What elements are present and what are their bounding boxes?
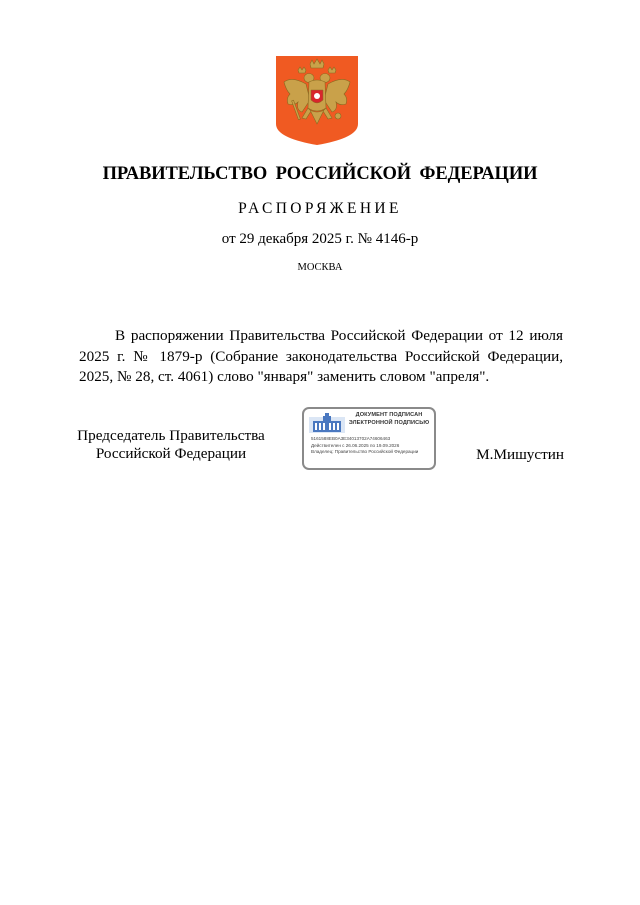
signer-name: М.Мишустин [476, 446, 564, 463]
stamp-validity: Действителен с 26.06.2025 по 19.09.2026 [311, 443, 400, 448]
order-body-paragraph: В распоряжении Правительства Российской Федерации от 12 июля 2025 г. № 1879-р (Собрание законодательства Российской Федерации, 2025, № 28, ст. 4061) слово "января" заменить словом "апреля". [79, 327, 563, 385]
coat-of-arms [276, 56, 358, 145]
signer-position-line-1: Председатель Правительства [77, 427, 265, 444]
document-type: РАСПОРЯЖЕНИЕ [238, 200, 402, 217]
coat-of-arms-of-russia-icon [276, 56, 358, 145]
stamp-owner: Владелец: Правительство Российской Федерации [311, 449, 419, 454]
document-date-number: от 29 декабря 2025 г. № 4146-р [221, 231, 419, 247]
stamp-heading-line-2: ЭЛЕКТРОННОЙ ПОДПИСЬЮ [348, 419, 430, 426]
document-city: МОСКВА [297, 262, 343, 273]
electronic-signature-stamp [302, 407, 436, 470]
government-building-icon [309, 413, 345, 433]
government-title: ПРАВИТЕЛЬСТВО РОССИЙСКОЙ ФЕДЕРАЦИИ [102, 164, 538, 184]
stamp-heading-line-1: ДОКУМЕНТ ПОДПИСАН [355, 412, 423, 418]
signer-position-line-2: Российской Федерации [95, 445, 247, 462]
stamp-heading [344, 412, 434, 427]
signer-position [76, 427, 266, 463]
stamp-certificate-number: 5161588EB0A3E34013702A74606463 [311, 436, 391, 441]
